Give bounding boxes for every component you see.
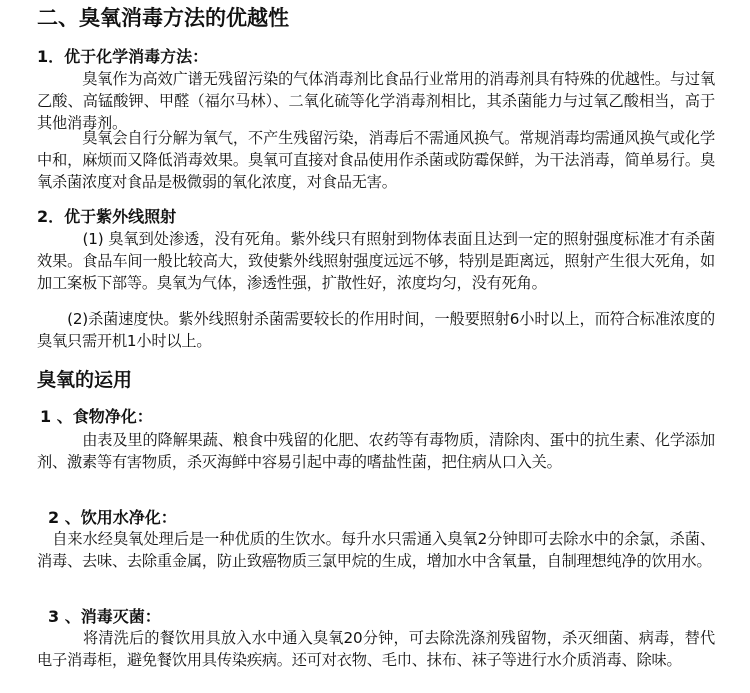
paragraph-uv-2: (2)杀菌速度快。紫外线照射杀菌需要较长的作用时间，一般要照射6小时以上，而符合标准浓度的臭氧只需开机1小时以上。 xyxy=(37,310,715,350)
heading-uv-advantage: 2．优于紫外线照射 xyxy=(37,207,177,226)
heading-food-purification: 1 、食物净化： xyxy=(40,407,153,426)
paragraph-food-purification: 由表及里的降解果蔬、粮食中残留的化肥、农药等有毒物质，清除肉、蛋中的抗生素、化学添加剂、激素等有害物质，杀灭海鲜中容易引起中毒的嗜盐性菌，把住病从口入关。 xyxy=(37,431,715,471)
heading-disinfection: 3 、消毒灭菌： xyxy=(48,607,161,626)
paragraph-water-purification: 自来水经臭氧处理后是一种优质的生饮水。每升水只需通入臭氧2分钟即可去除水中的余氯，杀菌、消毒、去味、去除重金属，防止致癌物质三氯甲烷的生成，增加水中含氧量，自制理想纯净的饮用水。 xyxy=(37,530,715,570)
paragraph-chemical-1: 臭氧作为高效广谱无残留污染的气体消毒剂比食品行业常用的消毒剂具有特殊的优越性。与过氧乙酸、高锰酸钾、甲醛（福尔马林）、二氧化硫等化学消毒剂相比，其杀菌能力与过氧乙酸相当，高于其他消毒剂。 xyxy=(37,70,715,132)
section-title-advantages: 二、臭氧消毒方法的优越性 xyxy=(37,6,289,30)
heading-water-purification: 2 、饮用水净化： xyxy=(48,508,177,527)
paragraph-disinfection: 将清洗后的餐饮用具放入水中通入臭氧20分钟，可去除洗涤剂残留物，杀灭细菌、病毒，替代电子消毒柜，避免餐饮用具传染疾病。还可对衣物、毛巾、抹布、袜子等进行水介质消毒、除味。 xyxy=(37,629,715,669)
paragraph-uv-1: (1) 臭氧到处渗透，没有死角。紫外线只有照射到物体表面且达到一定的照射强度标准才有杀菌效果。食品车间一般比较高大，致使紫外线照射强度远远不够，特别是距离远，照射产生很大死角，如加工案板下部等。臭氧为气体，渗透性强，扩散性好，浓度均匀，没有死角。 xyxy=(37,230,715,292)
paragraph-chemical-2: 臭氧会自行分解为氧气，不产生残留污染，消毒后不需通风换气。常规消毒均需通风换气或化学中和，麻烦而又降低消毒效果。臭氧可直接对食品使用作杀菌或防霉保鲜，为干法消毒，简单易行。臭氧杀菌浓度对食品是极微弱的氧化浓度，对食品无害。 xyxy=(37,129,715,191)
section-title-applications: 臭氧的运用 xyxy=(37,369,133,391)
heading-chemical-advantage: 1．优于化学消毒方法： xyxy=(37,47,209,66)
